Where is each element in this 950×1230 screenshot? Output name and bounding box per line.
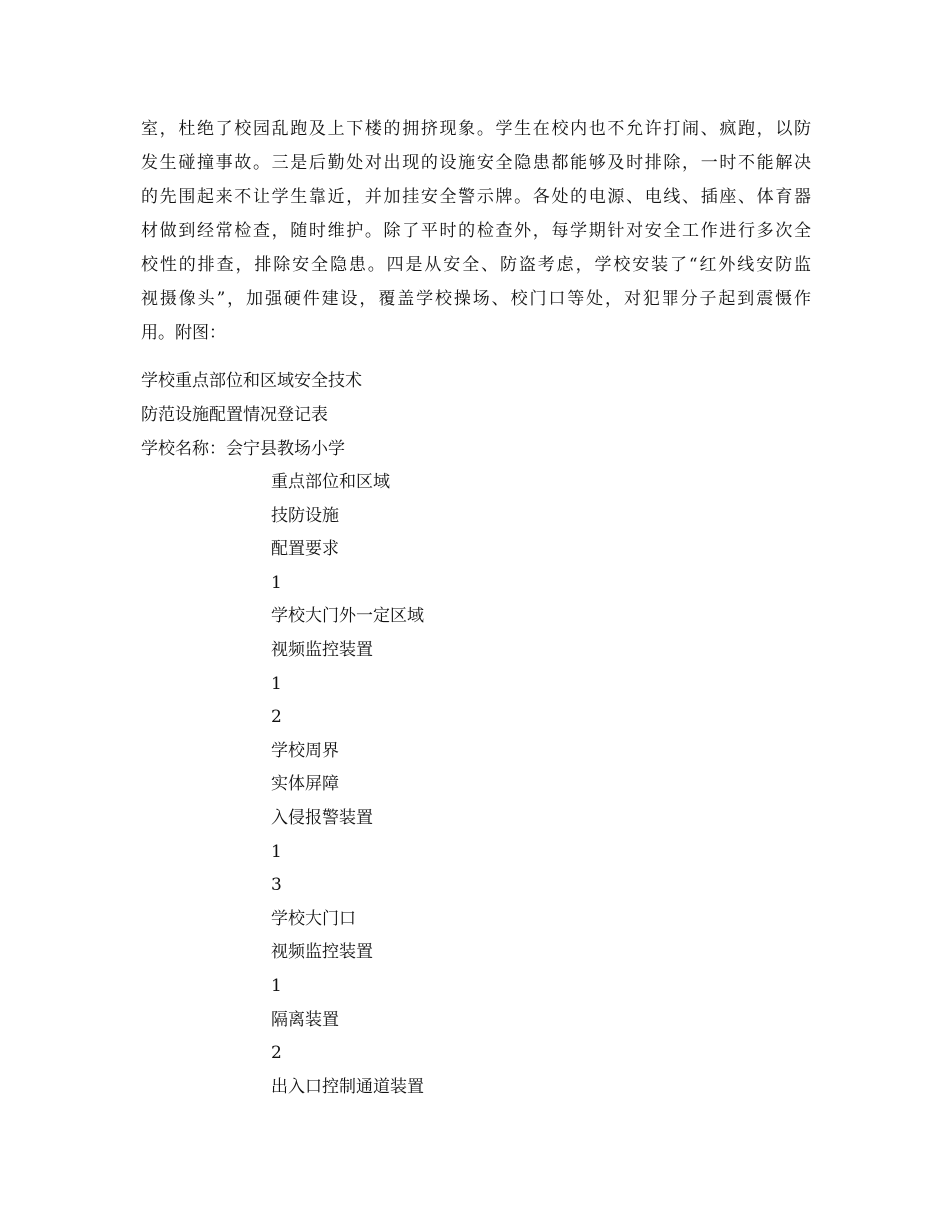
table-cell: 视频监控装置 [271, 640, 373, 660]
paragraph-line: 的先围起来不让学生靠近，并加挂安全警示牌。各处的电源、电线、插座、体育器 [141, 187, 811, 207]
table-cell: 入侵报警装置 [271, 808, 373, 828]
paragraph-line: 发生碰撞事故。三是后勤处对出现的设施安全隐患都能够及时排除，一时不能解决 [141, 153, 811, 173]
table-cell: 学校大门口 [271, 909, 356, 929]
table-cell: 1 [271, 573, 282, 593]
paragraph-line: 室，杜绝了校园乱跑及上下楼的拥挤现象。学生在校内也不允许打闹、疯跑，以防 [141, 119, 811, 139]
table-cell: 3 [271, 875, 282, 895]
body-paragraph [141, 112, 811, 350]
school-name: 学校名称：会宁县教场小学 [141, 439, 345, 459]
table-cell: 2 [271, 1043, 282, 1063]
table-cell: 实体屏障 [271, 774, 339, 794]
table-title-line-1: 学校重点部位和区域安全技术 [141, 371, 362, 391]
table-cell: 1 [271, 976, 282, 996]
table-cell: 1 [271, 842, 282, 862]
table-cell: 重点部位和区域 [271, 472, 390, 492]
paragraph-line: 用。附图： [141, 323, 226, 343]
table-title-line-2: 防范设施配置情况登记表 [141, 405, 328, 425]
table-cell: 出入口控制通道装置 [271, 1077, 424, 1097]
table-cell: 学校大门外一定区域 [271, 606, 424, 626]
table-cell: 技防设施 [271, 506, 339, 526]
table-cell: 学校周界 [271, 741, 339, 761]
table-cell: 2 [271, 707, 282, 727]
paragraph-line: 校性的排查，排除安全隐患。四是从安全、防盗考虑，学校安装了“红外线安防监 [141, 255, 811, 275]
table-cell: 视频监控装置 [271, 942, 373, 962]
table-cell: 配置要求 [271, 539, 339, 559]
table-cell: 隔离装置 [271, 1010, 339, 1030]
paragraph-line: 材做到经常检查，随时维护。除了平时的检查外，每学期针对安全工作进行多次全 [141, 221, 811, 241]
table-cell: 1 [271, 674, 282, 694]
paragraph-line: 视摄像头”，加强硬件建设，覆盖学校操场、校门口等处，对犯罪分子起到震慑作 [141, 289, 811, 309]
